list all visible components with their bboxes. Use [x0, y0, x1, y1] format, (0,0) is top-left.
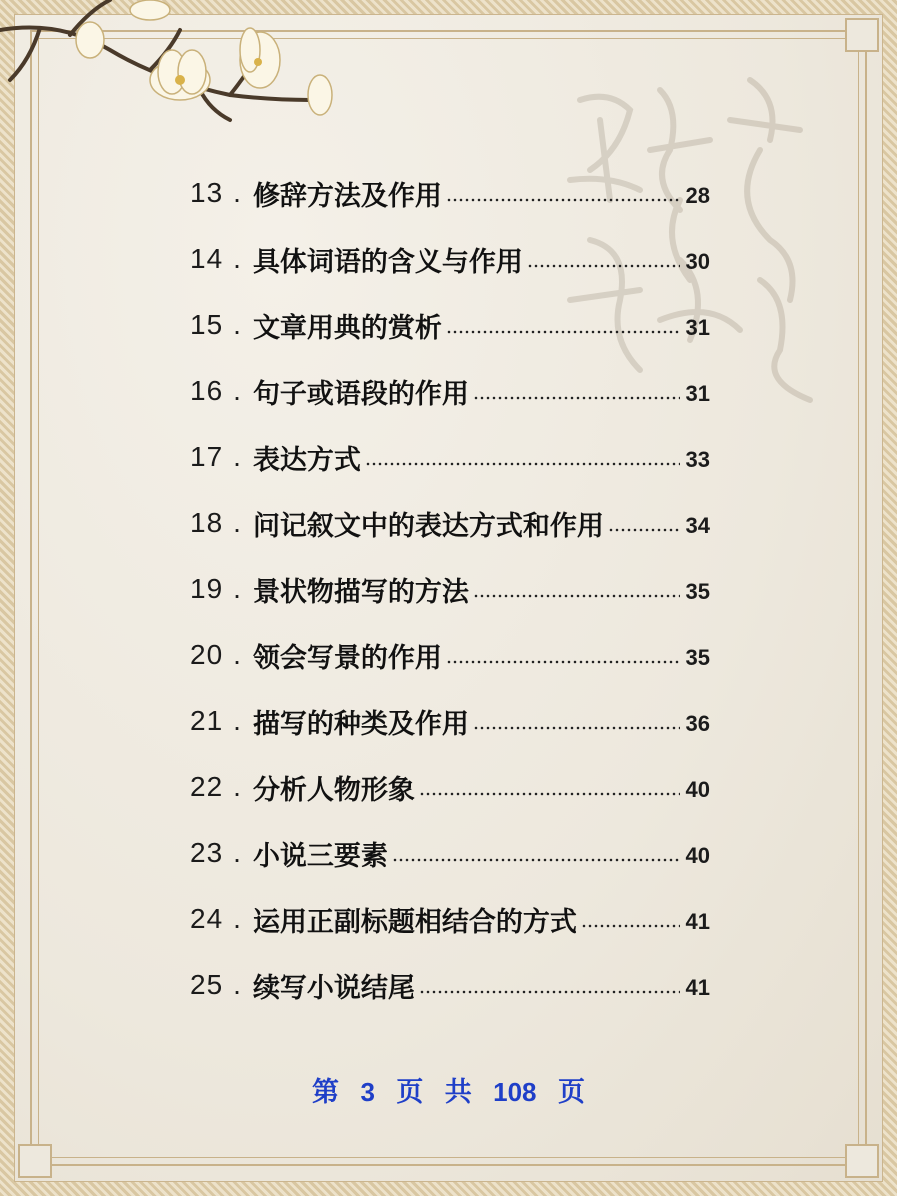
corner-ornament	[845, 1144, 879, 1178]
toc-entry-title: 小说三要素	[252, 840, 388, 872]
toc-dot-leader	[446, 660, 680, 664]
toc-entry[interactable]	[190, 490, 710, 556]
toc-entry-number: 17	[190, 441, 224, 472]
toc-entry-title: 句子或语段的作用	[252, 378, 469, 410]
toc-entry-number: 24	[190, 903, 224, 934]
toc-dot-leader	[473, 396, 680, 400]
toc-entry[interactable]	[190, 688, 710, 754]
toc-entry-number: 15	[190, 309, 224, 340]
toc-entry-title: 表达方式	[252, 444, 361, 476]
toc-entry-title: 领会写景的作用	[252, 642, 442, 674]
toc-entry-title: 文章用典的赏析	[252, 312, 442, 344]
toc-entry-page: 35	[685, 579, 710, 604]
toc-entry-title: 续写小说结尾	[252, 972, 415, 1004]
toc-dot-leader	[446, 330, 680, 334]
toc-entry[interactable]	[190, 160, 710, 226]
toc-entry[interactable]	[190, 820, 710, 886]
toc-entry-page: 36	[685, 711, 710, 736]
toc-entry-title: 景状物描写的方法	[252, 576, 469, 608]
toc-dot-leader	[446, 198, 680, 202]
toc-entry[interactable]	[190, 424, 710, 490]
toc-entry-number: 22	[190, 771, 224, 802]
toc-dot-leader	[527, 264, 680, 268]
toc-entry-title: 具体词语的含义与作用	[252, 246, 523, 278]
toc-dot-leader	[392, 858, 680, 862]
toc-entry-separator: .	[233, 969, 241, 1000]
total-page-count: 108	[493, 1077, 537, 1107]
toc-dot-leader	[473, 726, 680, 730]
toc-entry-separator: .	[233, 309, 241, 340]
toc-entry-separator: .	[233, 771, 241, 802]
toc-entry-page: 35	[685, 645, 710, 670]
corner-ornament	[845, 18, 879, 52]
toc-dot-leader	[581, 924, 680, 928]
toc-entry-page: 30	[685, 249, 710, 274]
magnolia-branch-decoration	[0, 0, 360, 140]
toc-dot-leader	[365, 462, 680, 466]
toc-entry-page: 40	[685, 843, 710, 868]
toc-entry[interactable]	[190, 622, 710, 688]
toc-entry-separator: .	[233, 507, 241, 538]
toc-entry-separator: .	[233, 903, 241, 934]
table-of-contents	[190, 160, 710, 1018]
toc-entry-number: 19	[190, 573, 224, 604]
toc-entry-page: 31	[685, 381, 710, 406]
current-page-number: 3	[360, 1077, 375, 1107]
toc-entry-separator: .	[233, 573, 241, 604]
toc-entry-number: 14	[190, 243, 224, 274]
toc-entry-separator: .	[233, 243, 241, 274]
toc-entry-title: 修辞方法及作用	[252, 180, 442, 212]
toc-entry-separator: .	[233, 639, 241, 670]
toc-entry-separator: .	[233, 177, 241, 208]
toc-entry-number: 13	[190, 177, 224, 208]
toc-entry-page: 31	[685, 315, 710, 340]
toc-dot-leader	[419, 792, 680, 796]
toc-entry-separator: .	[233, 441, 241, 472]
toc-entry[interactable]	[190, 358, 710, 424]
footer-suffix: 页	[557, 1077, 585, 1108]
toc-entry[interactable]	[190, 952, 710, 1018]
corner-ornament	[18, 1144, 52, 1178]
toc-entry-title: 运用正副标题相结合的方式	[252, 906, 577, 938]
toc-entry-separator: .	[233, 705, 241, 736]
toc-entry-separator: .	[233, 837, 241, 868]
toc-entry-number: 16	[190, 375, 224, 406]
toc-entry-number: 25	[190, 969, 224, 1000]
toc-entry-number: 18	[190, 507, 224, 538]
toc-entry-page: 41	[685, 975, 710, 1000]
toc-entry-page: 28	[685, 183, 710, 208]
toc-entry-title: 描写的种类及作用	[252, 708, 469, 740]
toc-dot-leader	[608, 528, 680, 532]
footer-page-word: 页	[396, 1077, 424, 1108]
page-footer	[0, 1070, 897, 1109]
toc-entry[interactable]	[190, 292, 710, 358]
footer-total-word: 共	[444, 1077, 472, 1108]
toc-entry-page: 41	[685, 909, 710, 934]
toc-entry[interactable]	[190, 886, 710, 952]
toc-entry[interactable]	[190, 226, 710, 292]
toc-entry-number: 20	[190, 639, 224, 670]
toc-entry-page: 34	[685, 513, 710, 538]
toc-entry-separator: .	[233, 375, 241, 406]
toc-entry[interactable]	[190, 754, 710, 820]
toc-entry-title: 分析人物形象	[252, 774, 415, 806]
toc-entry-page: 33	[685, 447, 710, 472]
toc-entry-title: 问记叙文中的表达方式和作用	[252, 510, 604, 542]
toc-entry-page: 40	[685, 777, 710, 802]
toc-entry-number: 23	[190, 837, 224, 868]
toc-dot-leader	[473, 594, 680, 598]
toc-entry[interactable]	[190, 556, 710, 622]
toc-entry-number: 21	[190, 705, 224, 736]
toc-dot-leader	[419, 990, 680, 994]
footer-prefix: 第	[312, 1077, 340, 1108]
